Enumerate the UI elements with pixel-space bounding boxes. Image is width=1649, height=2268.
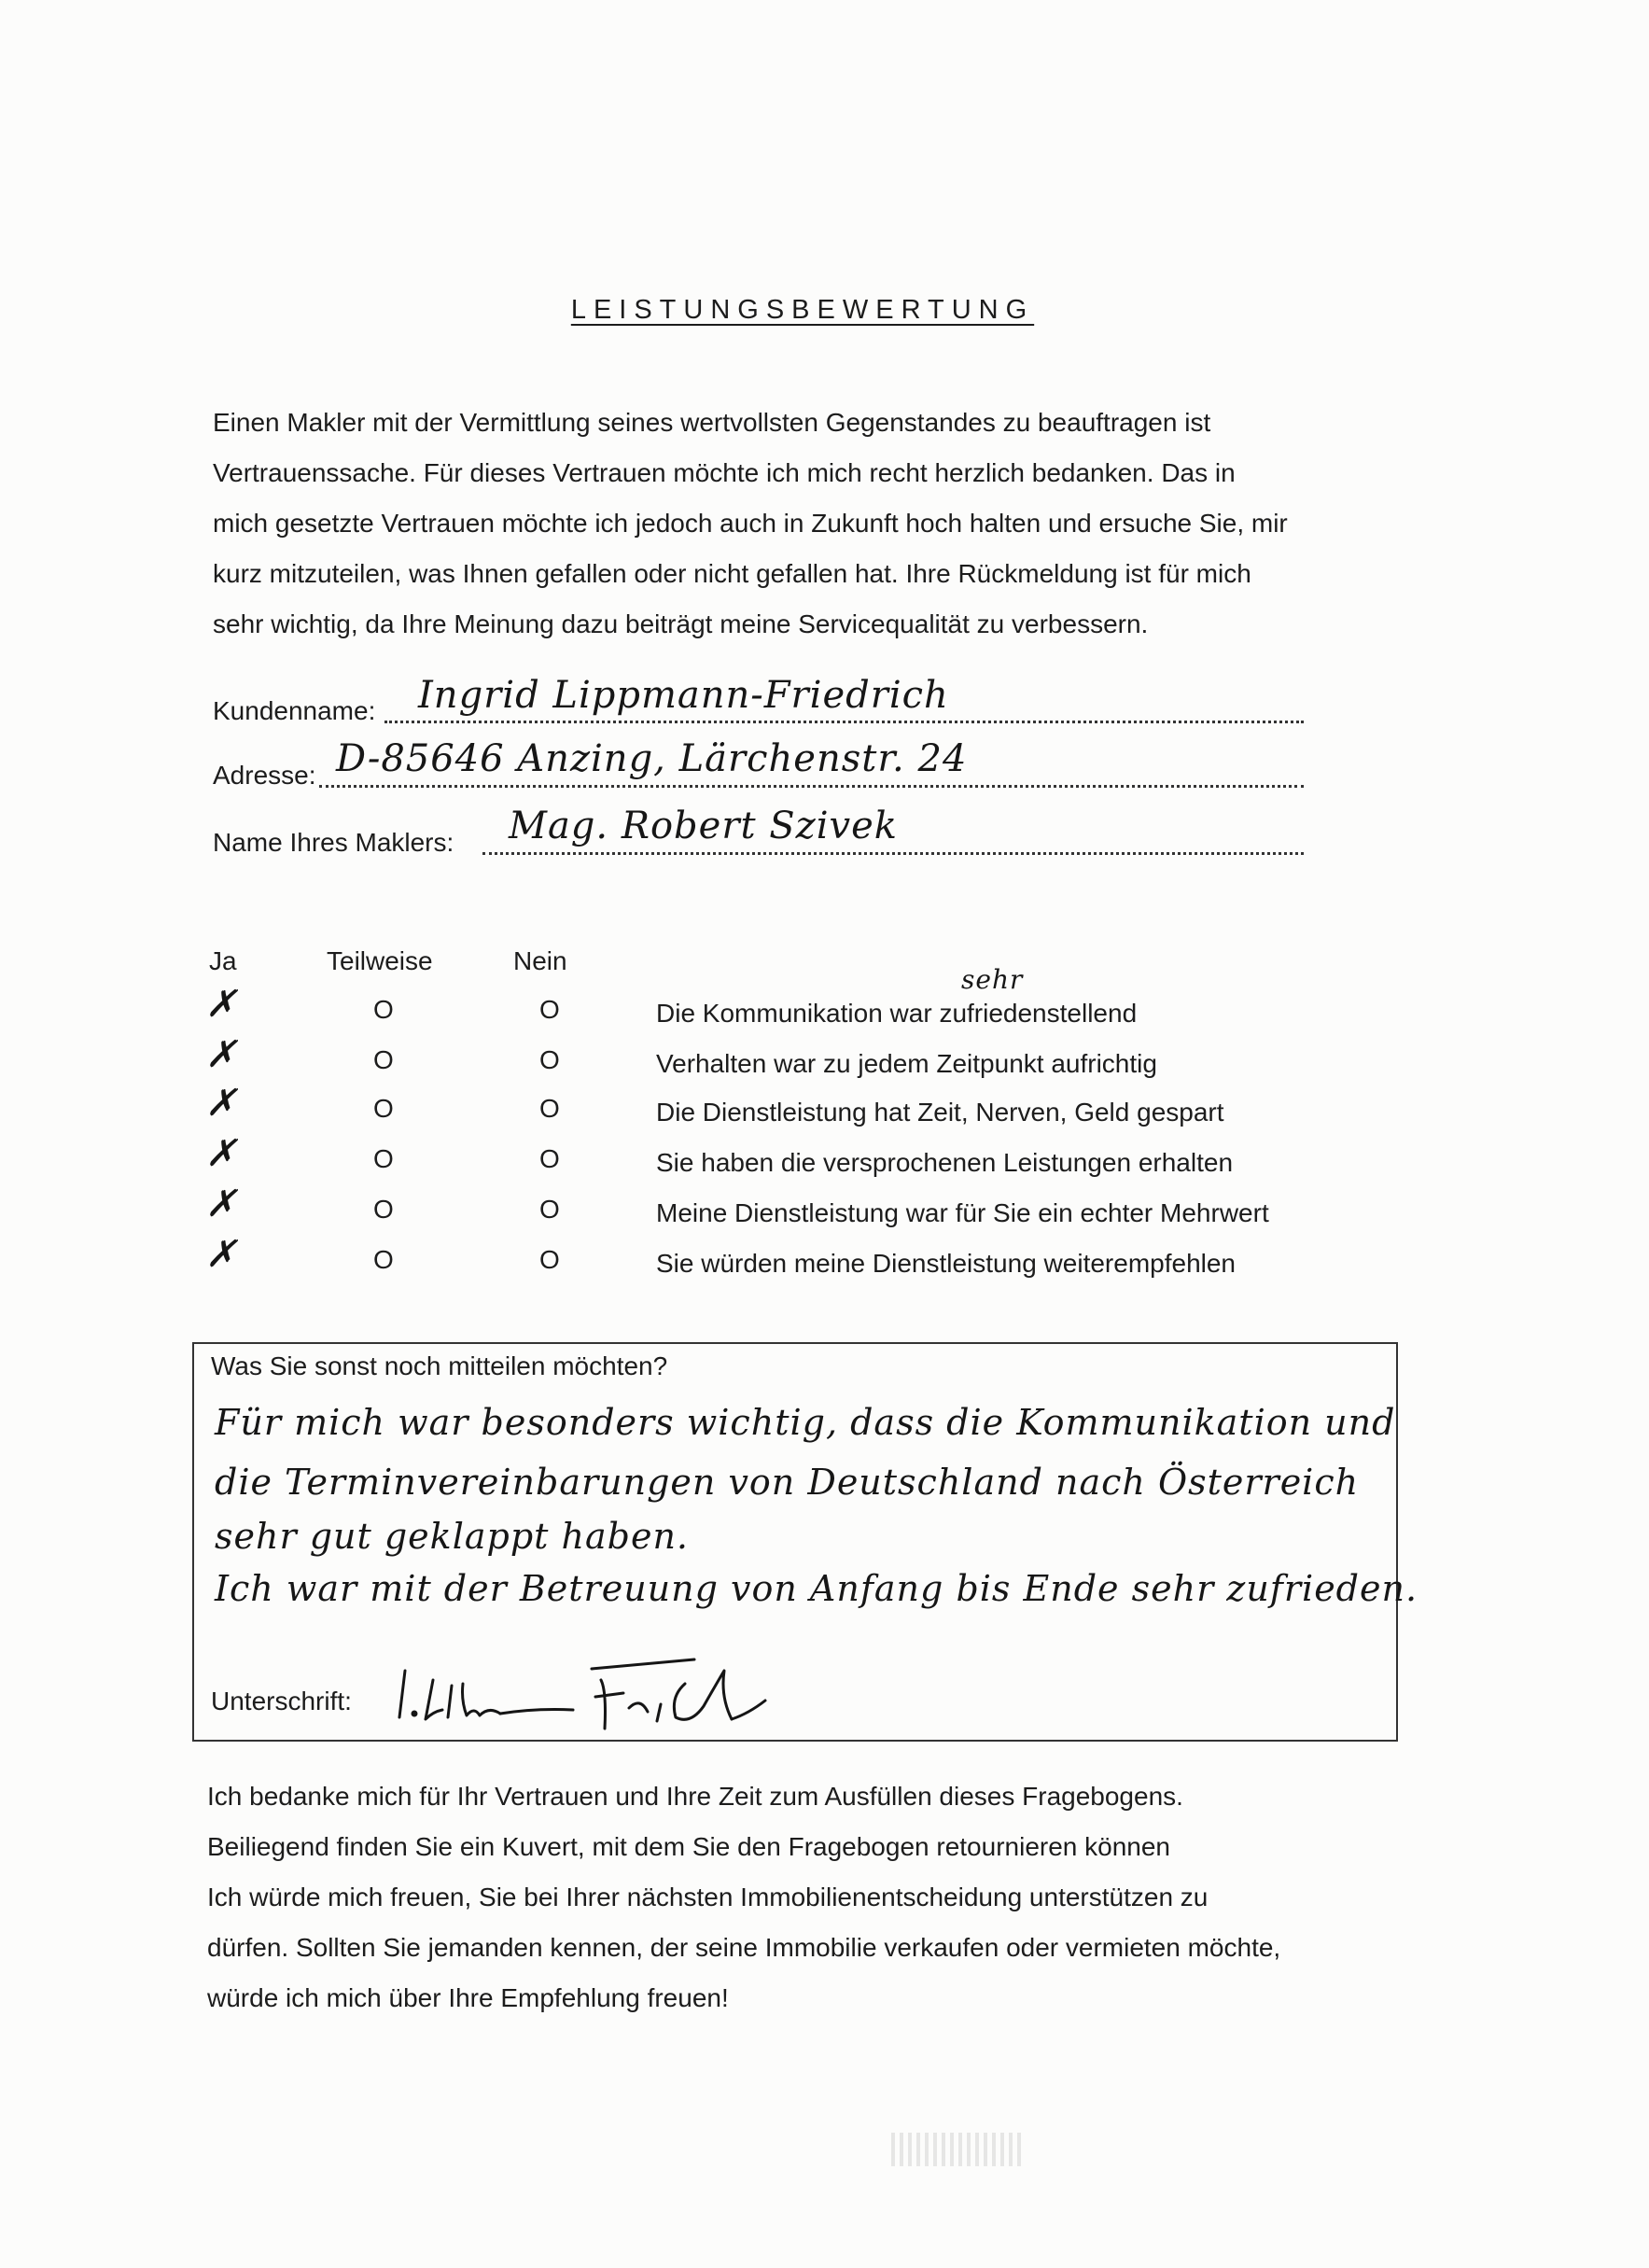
comments-label: Was Sie sonst noch mitteilen möchten? bbox=[211, 1351, 668, 1380]
comment-line: Für mich war besonders wichtig, dass die Kommunikation und bbox=[215, 1402, 1396, 1443]
closing-paragraph bbox=[207, 1771, 1420, 2023]
closing-line: würde ich mich über Ihre Empfehlung freuen! bbox=[207, 1983, 729, 2012]
broker-name-value: Mag. Robert Szivek bbox=[509, 805, 899, 847]
no-option[interactable]: O bbox=[539, 1045, 560, 1074]
partly-option[interactable]: O bbox=[373, 1094, 394, 1123]
partly-option[interactable]: O bbox=[373, 1195, 394, 1224]
statement-savings: Die Dienstleistung hat Zeit, Nerven, Geld gespart bbox=[656, 1098, 1224, 1127]
yes-checkbox-checked[interactable]: ✗ bbox=[205, 1183, 238, 1225]
address-line bbox=[319, 785, 1304, 788]
closing-line: Ich würde mich freuen, Sie bei Ihrer nächsten Immobilienentscheidung unterstützen zu bbox=[207, 1883, 1209, 1911]
address-value: D-85646 Anzing, Lärchenstr. 24 bbox=[336, 737, 968, 780]
comment-line: sehr gut geklappt haben. bbox=[215, 1516, 689, 1557]
yes-checkbox-checked[interactable]: ✗ bbox=[205, 1233, 238, 1276]
faint-stamp bbox=[891, 2133, 1022, 2166]
intro-line: mich gesetzte Vertrauen möchte ich jedoch auch in Zukunft hoch halten und ersuche Sie, mir bbox=[213, 509, 1288, 538]
statement-recommendation: Sie würden meine Dienstleistung weiterempfehlen bbox=[656, 1249, 1237, 1278]
no-option[interactable]: O bbox=[539, 1245, 560, 1274]
closing-line: dürfen. Sollten Sie jemanden kennen, der seine Immobilie verkaufen oder vermieten möchte, bbox=[207, 1933, 1281, 1962]
intro-line: Vertrauenssache. Für dieses Vertrauen möchte ich mich recht herzlich bedanken. Das in bbox=[213, 458, 1236, 487]
yes-checkbox-checked[interactable]: ✗ bbox=[205, 1132, 238, 1175]
intro-line: Einen Makler mit der Vermittlung seines wertvollsten Gegenstandes zu beauftragen ist bbox=[213, 408, 1211, 437]
partly-option[interactable]: O bbox=[373, 1144, 394, 1173]
comments-box[interactable] bbox=[192, 1342, 1418, 1742]
signature-label: Unterschrift: bbox=[211, 1687, 352, 1715]
no-option[interactable]: O bbox=[539, 1144, 560, 1173]
column-no: Nein bbox=[513, 946, 567, 975]
customer-name-label: Kundenname: bbox=[213, 696, 376, 725]
yes-checkbox-checked[interactable]: ✗ bbox=[205, 983, 238, 1026]
statement-communication: Die Kommunikation war zufriedenstellend bbox=[656, 999, 1138, 1028]
broker-name-label: Name Ihres Maklers: bbox=[213, 828, 454, 857]
form-title: LEISTUNGSBEWERTUNG bbox=[570, 295, 1035, 325]
intro-line: kurz mitzuteilen, was Ihnen gefallen oder nicht gefallen hat. Ihre Rückmeldung ist für mich bbox=[213, 559, 1251, 588]
comment-line: Ich war mit der Betreuung von Anfang bis Ende sehr zufrieden. bbox=[215, 1568, 1418, 1609]
yes-checkbox-checked[interactable]: ✗ bbox=[205, 1033, 238, 1076]
closing-line: Beiliegend finden Sie ein Kuvert, mit dem Sie den Fragebogen retournieren können bbox=[207, 1832, 1170, 1861]
partly-option[interactable]: O bbox=[373, 1245, 394, 1274]
customer-name-value: Ingrid Lippmann-Friedrich bbox=[418, 674, 949, 717]
intro-paragraph bbox=[213, 398, 1393, 650]
address-label: Adresse: bbox=[213, 761, 316, 790]
closing-line: Ich bedanke mich für Ihr Vertrauen und Ihre Zeit zum Ausfüllen dieses Fragebogens. bbox=[207, 1782, 1183, 1811]
comment-line: die Terminvereinbarungen von Deutschland nach Österreich bbox=[215, 1462, 1360, 1503]
partly-option[interactable]: O bbox=[373, 1045, 394, 1074]
broker-name-line bbox=[482, 852, 1304, 855]
statement-added-value: Meine Dienstleistung war für Sie ein echter Mehrwert bbox=[656, 1198, 1269, 1227]
statement-promised-services: Sie haben die versprochenen Leistungen erhalten bbox=[656, 1148, 1234, 1177]
column-yes: Ja bbox=[209, 946, 237, 975]
no-option[interactable]: O bbox=[539, 1195, 560, 1224]
no-option[interactable]: O bbox=[539, 995, 560, 1024]
column-partly: Teilweise bbox=[327, 946, 433, 975]
signature-image bbox=[396, 1652, 788, 1736]
yes-checkbox-checked[interactable]: ✗ bbox=[205, 1082, 238, 1125]
partly-option[interactable]: O bbox=[373, 995, 394, 1024]
no-option[interactable]: O bbox=[539, 1094, 560, 1123]
statement-honesty: Verhalten war zu jedem Zeitpunkt aufrichtig bbox=[656, 1049, 1157, 1078]
customer-name-line bbox=[384, 721, 1304, 723]
handwritten-insert: sehr bbox=[961, 964, 1024, 995]
intro-line: sehr wichtig, da Ihre Meinung dazu beiträgt meine Servicequalität zu verbessern. bbox=[213, 609, 1149, 638]
